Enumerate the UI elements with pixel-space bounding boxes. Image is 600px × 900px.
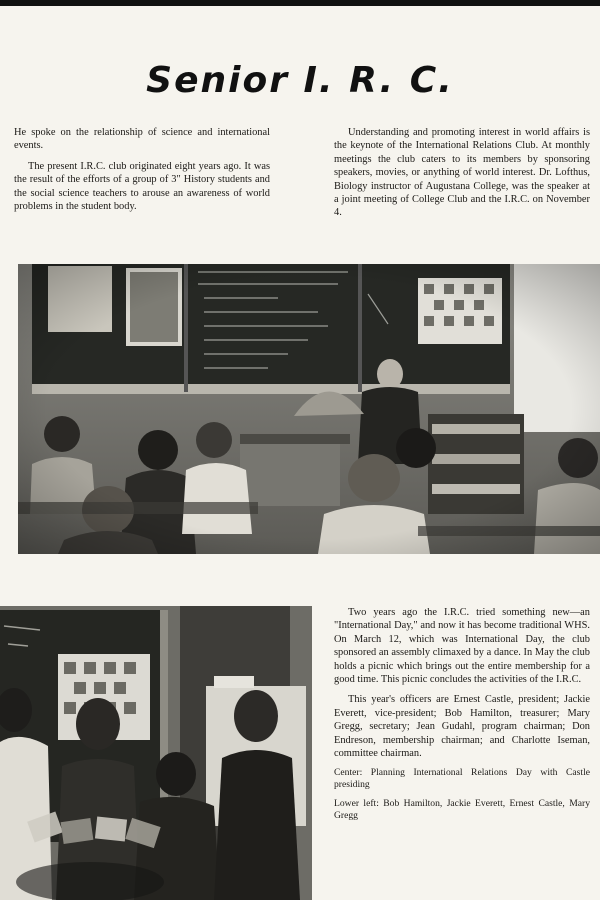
top-border (0, 0, 600, 6)
left-paragraph-2: The present I.R.C. club originated eight years ago. It was the result of the efforts of a group of 3" History students and the social science teachers to arouse an awareness of world problems in the student body. (14, 160, 270, 213)
caption-lower-left: Lower left: Bob Hamilton, Jackie Everett, Ernest Castle, Mary Gregg (334, 798, 590, 822)
page-title: Senior I. R. C. (146, 60, 454, 101)
lower-right-column (334, 606, 590, 829)
classroom-photo-image (18, 264, 600, 554)
right-paragraph-1: Understanding and promoting interest in world affairs is the keynote of the International Relations Club. At monthly meetings the club caters to its members by sponsoring speakers, movies, or anything of world interest. Dr. Lofthus, Biology instructor of Augustana College, was the speaker at a joint meeting of College Club and the I.R.C. on November 4. (334, 127, 590, 219)
officers-photo-image (0, 606, 312, 900)
lower-paragraph-2: This year's officers are Ernest Castle, president; Jackie Everett, vice-president; Bob Hamilton, treasurer; Mary Gregg, secretary; Jean Gudahl, program chairman; Don Endreson, membership chairman; and Charlotte Iseman, committee chairman. (334, 694, 590, 760)
left-paragraph-1: He spoke on the relationship of science and international events. (14, 127, 270, 152)
officers-photo (0, 606, 312, 900)
right-column (334, 126, 590, 227)
left-column (14, 126, 270, 220)
lower-paragraph-1: Two years ago the I.R.C. tried something new—an "International Day," and now it has become traditional WHS. On March 12, which was International Day, the club sponsored an assembly climaxed by a dance. In May the club holds a picnic which brings out the entire membership for a good time. This picnic concludes the activities of the I.R.C. (334, 607, 590, 686)
caption-center: Center: Planning International Relations Day with Castle presiding (334, 767, 590, 791)
classroom-photo (18, 264, 600, 554)
